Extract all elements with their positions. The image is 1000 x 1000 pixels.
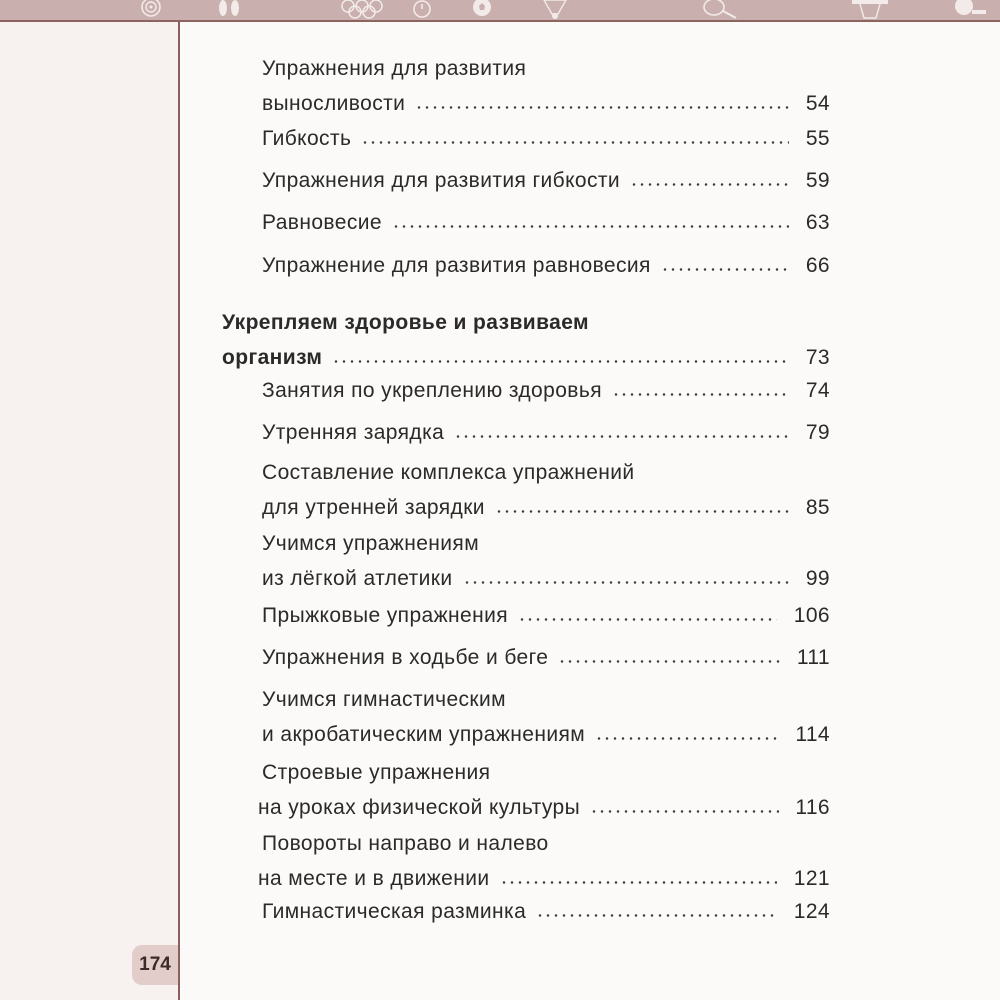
toc-page-number: 59 bbox=[805, 169, 830, 192]
left-margin-rule bbox=[178, 22, 180, 1000]
toc-page-number: 66 bbox=[805, 254, 830, 277]
toc-page-number: 111 bbox=[796, 646, 830, 669]
toc-page-number: 99 bbox=[805, 567, 830, 590]
toc-dot-leader bbox=[558, 660, 780, 663]
toc-entry-title-line: Укрепляем здоровье и развиваем bbox=[222, 311, 589, 334]
page-number: 174 bbox=[132, 945, 178, 985]
olympic-rings-icon bbox=[340, 0, 386, 20]
toc-dot-leader bbox=[495, 510, 789, 513]
toc-dot-leader bbox=[463, 581, 789, 584]
toc-page-number: 73 bbox=[805, 346, 830, 369]
toc-entry-title-line: Утренняя зарядка bbox=[262, 421, 445, 444]
toc-page-number: 63 bbox=[805, 211, 830, 234]
toc-entry-title-line: Упражнения для развития гибкости bbox=[262, 169, 621, 192]
tennis-racket-icon bbox=[700, 0, 740, 20]
toc-entry-title-line: Гимнастическая разминка bbox=[262, 900, 527, 923]
toc-entry-title-line: Равновесие bbox=[262, 211, 382, 234]
toc-page-number: 54 bbox=[805, 92, 830, 115]
toc-entry-title-line: Учимся упражнениям bbox=[262, 532, 480, 555]
toc-entry-title-line: Прыжковые упражнения bbox=[262, 604, 509, 627]
basketball-hoop-icon bbox=[850, 0, 890, 20]
toc-entry-title-line: на месте и в движении bbox=[258, 867, 490, 890]
toc-dot-leader bbox=[361, 141, 789, 144]
toc-dot-leader bbox=[595, 737, 779, 740]
toc-dot-leader bbox=[630, 183, 789, 186]
toc-entry-title-line: Учимся гимнастическим bbox=[262, 688, 506, 711]
toc-entry-title-line: Гибкость bbox=[262, 127, 352, 150]
toc-dot-leader bbox=[454, 435, 789, 438]
toc-entry-title-line: и акробатическим упражнениям bbox=[262, 723, 586, 746]
toc-entry-title-line: организм bbox=[222, 346, 323, 369]
shuttlecock-icon bbox=[540, 0, 570, 20]
dartboard-icon bbox=[138, 0, 164, 20]
header-decoration-band bbox=[0, 0, 1000, 22]
toc-dot-leader bbox=[536, 914, 777, 917]
toc-entry-title-line: Занятия по укреплению здоровья bbox=[262, 379, 602, 402]
toc-entry-title-line: на уроках физической культуры bbox=[258, 796, 581, 819]
toc-page-number: 116 bbox=[795, 796, 830, 819]
toc-page-number: 124 bbox=[793, 900, 830, 923]
toc-dot-leader bbox=[392, 225, 789, 228]
stopwatch-icon bbox=[410, 0, 434, 20]
toc-entry-title-line: Упражнения для развития bbox=[262, 57, 527, 80]
toc-dot-leader bbox=[612, 393, 789, 396]
toc-entry-title-line: из лёгкой атлетики bbox=[262, 567, 453, 590]
toc-dot-leader bbox=[500, 881, 777, 884]
toc-page-number: 85 bbox=[805, 496, 830, 519]
bowling-pin-icon bbox=[215, 0, 245, 20]
toc-entry-title-line: Упражнение для развития равновесия bbox=[262, 254, 651, 277]
toc-page-number: 55 bbox=[805, 127, 830, 150]
toc-page-number: 79 bbox=[805, 421, 830, 444]
toc-entry-title-line: Упражнения в ходьбе и беге bbox=[262, 646, 549, 669]
toc-entry-title-line: Строевые упражнения bbox=[262, 761, 491, 784]
toc-dot-leader bbox=[518, 618, 777, 621]
toc-page-number: 121 bbox=[793, 867, 830, 890]
toc-page-number: 74 bbox=[805, 379, 830, 402]
toc-dot-leader bbox=[415, 106, 789, 109]
toc-entry-title-line: Повороты направо и налево bbox=[262, 832, 549, 855]
table-tennis-paddle-icon bbox=[950, 0, 990, 20]
toc-page-number: 106 bbox=[793, 604, 830, 627]
left-margin-panel bbox=[0, 22, 178, 1000]
toc-dot-leader bbox=[332, 360, 789, 363]
toc-entry-title-line: Составление комплекса упражнений bbox=[262, 461, 635, 484]
toc-page-number: 114 bbox=[795, 723, 830, 746]
soccer-ball-icon bbox=[470, 0, 494, 20]
toc-entry-title-line: для утренней зарядки bbox=[262, 496, 485, 519]
toc-entry-title-line: выносливости bbox=[262, 92, 406, 115]
toc-dot-leader bbox=[590, 810, 779, 813]
toc-dot-leader bbox=[661, 268, 789, 271]
